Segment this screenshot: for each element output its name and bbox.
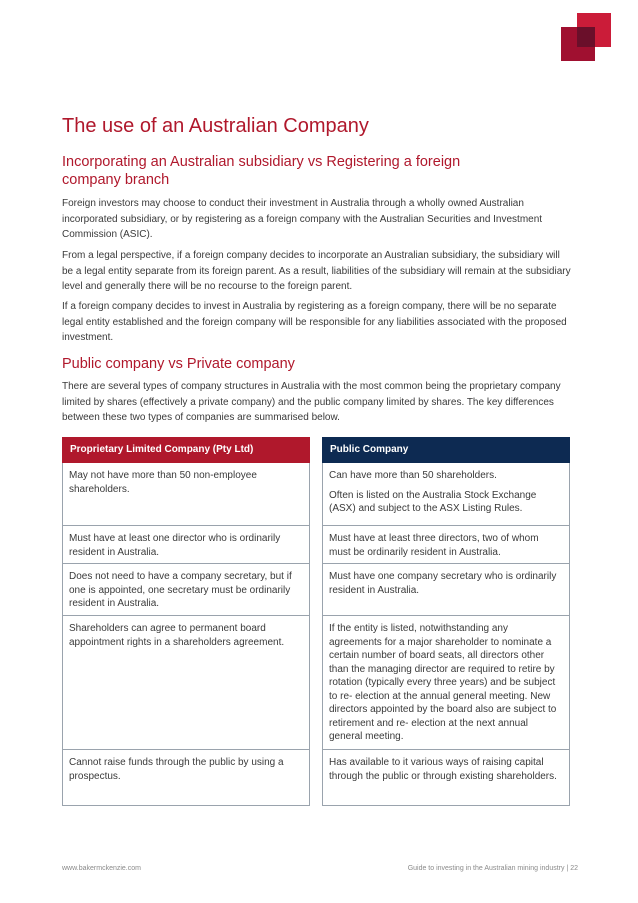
table-cell: [323, 463, 569, 525]
table-cell: [63, 563, 309, 615]
page-title: The use of an Australian Company: [62, 115, 369, 137]
footer-doc-title: Guide to investing in the Australian mining industry | 22: [407, 865, 578, 872]
table-header-public-company: Public Company: [322, 437, 570, 463]
logo-square-overlap: [577, 27, 595, 47]
table-cell: [63, 525, 309, 563]
table-cell: [63, 463, 309, 525]
paragraph: Foreign investors may choose to conduct their investment in Australia through a wholly owned Australian incorporated subsidiary, or by registering as a foreign company with the Australian Securities and Investment Commission (ASIC).: [62, 198, 543, 240]
footer-website: www.bakermckenzie.com: [62, 865, 141, 872]
table-column-public-company: [322, 437, 570, 806]
cell-text: May not have more than 50 non-employee shareholders.: [69, 470, 257, 495]
table-header-pty-ltd: Proprietary Limited Company (Pty Ltd): [62, 437, 310, 463]
cell-text: Has available to it various ways of raising capital through the public or through existing shareholders.: [329, 757, 557, 782]
cell-text: Often is listed on the Australia Stock Exchange (ASX) and subject to the ASX Listing Rules.: [329, 489, 537, 514]
cell-text: Cannot raise funds through the public by using a prospectus.: [69, 757, 284, 782]
paragraph: If a foreign company decides to invest in Australia by registering as a foreign company, there will be no separate legal entity established and the foreign company will be responsible for any liabilities associated with the proposed investment.: [62, 301, 567, 343]
cell-text: Must have at least three directors, two of whom must be ordinarily resident in Australia.: [329, 533, 539, 558]
paragraph: From a legal perspective, if a foreign company decides to incorporate an Australian subsidiary, the subsidiary will be a legal entity separate from its foreign parent. As a result, liabilities of the subsidiary will remain at the subsidiary level and generally there will be no recourse to the foreign parent.: [62, 250, 571, 292]
cell-text: Can have more than 50 shareholders.: [329, 470, 497, 481]
cell-text: Must have one company secretary who is ordinarily resident in Australia.: [329, 571, 557, 596]
table-cell: [63, 615, 309, 749]
table-cell: [323, 749, 569, 805]
table-cell: [63, 749, 309, 805]
cell-text: Must have at least one director who is ordinarily resident in Australia.: [69, 533, 281, 558]
table-cell: [323, 615, 569, 749]
cell-text: Does not need to have a company secretary, but if one is appointed, one secretary must be ordinarily resident in Australia.: [69, 571, 292, 609]
section-heading-company-types: Public company vs Private company: [62, 356, 295, 372]
table-column-pty-ltd: [62, 437, 310, 806]
cell-text: Shareholders can agree to permanent board appointment rights in a shareholders agreement.: [69, 623, 285, 648]
paragraph: There are several types of company structures in Australia with the most common being the proprietary company limited by shares (effectively a private company) and the public company limited by shares. The key differences between these two types of companies are summarised below.: [62, 381, 561, 423]
brand-logo: [0, 0, 638, 70]
section-heading-subsidiary: Incorporating an Australian subsidiary vs Registering a foreign company branch: [62, 154, 461, 188]
table-cell: [323, 563, 569, 615]
cell-text: If the entity is listed, notwithstanding any agreements for a major shareholder to nominate a certain number of board seats, all directors other than the managing director are required to retire by rotation (typically every three years) and be subject to re- election at the annual general meeting. New directors appointed by the board also are subject to retirement and re- election at the next annual general meeting.: [329, 623, 557, 742]
table-cell: [323, 525, 569, 563]
